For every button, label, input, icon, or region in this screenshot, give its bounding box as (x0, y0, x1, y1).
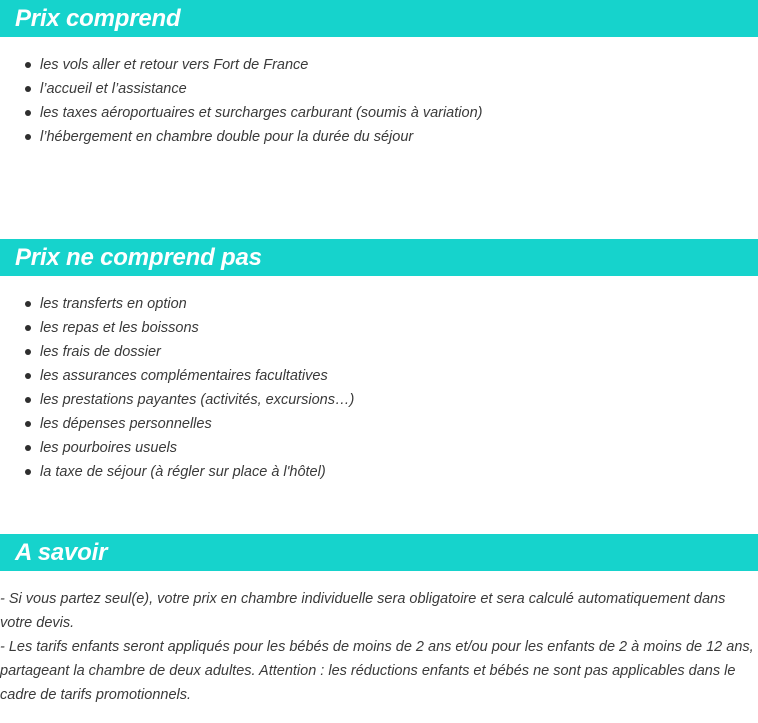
list-item-text: les assurances complémentaires facultatives (40, 368, 328, 384)
list-item (0, 292, 354, 316)
good-to-know-paragraph: - Les tarifs enfants seront appliqués pour les bébés de moins de 2 ans et/ou pour les enfants de 2 à moins de 12 ans, partageant la chambre de deux adultes. Attention : les réductions enfants et bébés ne sont pas applicables dans le cadre de tarifs promotionnels. (0, 639, 754, 703)
not-included-list (0, 292, 354, 484)
good-to-know-text (0, 587, 758, 707)
list-item-text: les transferts en option (40, 296, 187, 312)
list-item (0, 316, 354, 340)
bullet-icon (25, 445, 31, 451)
list-item-text: les vols aller et retour vers Fort de France (40, 57, 309, 73)
section-header-not-included (0, 239, 758, 276)
section-title-not-included: Prix ne comprend pas (15, 244, 262, 271)
bullet-icon (25, 469, 31, 475)
list-item (0, 388, 354, 412)
list-item-text: les pourboires usuels (40, 440, 178, 456)
list-item-text: les frais de dossier (40, 344, 161, 360)
section-title-included: Prix comprend (15, 5, 181, 32)
list-item (0, 412, 354, 436)
list-item (0, 460, 354, 484)
list-item-text: les dépenses personnelles (40, 416, 212, 432)
bullet-icon (25, 373, 31, 379)
list-item-text: l’hébergement en chambre double pour la durée du séjour (40, 129, 414, 145)
good-to-know-paragraph: - Si vous partez seul(e), votre prix en chambre individuelle sera obligatoire et sera calculé automatiquement dans votre devis. (0, 591, 726, 631)
list-item-text: les repas et les boissons (40, 320, 199, 336)
list-item (0, 364, 354, 388)
bullet-icon (25, 421, 31, 427)
bullet-icon (25, 397, 31, 403)
bullet-icon (25, 110, 31, 116)
included-list (0, 53, 482, 149)
section-header-included (0, 0, 758, 37)
bullet-icon (25, 325, 31, 331)
list-item-text: l’accueil et l’assistance (40, 81, 187, 97)
list-item-text: les prestations payantes (activités, excursions…) (40, 392, 355, 408)
section-header-good-to-know (0, 534, 758, 571)
bullet-icon (25, 134, 31, 140)
list-item (0, 436, 354, 460)
bullet-icon (25, 62, 31, 68)
list-item-text: les taxes aéroportuaires et surcharges carburant (soumis à variation) (40, 105, 483, 121)
bullet-icon (25, 349, 31, 355)
bullet-icon (25, 301, 31, 307)
section-title-good-to-know: A savoir (15, 539, 108, 566)
bullet-icon (25, 86, 31, 92)
list-item (0, 340, 354, 364)
list-item (0, 53, 482, 77)
list-item (0, 77, 482, 101)
list-item (0, 101, 482, 125)
list-item-text: la taxe de séjour (à régler sur place à l'hôtel) (40, 464, 326, 480)
list-item (0, 125, 482, 149)
